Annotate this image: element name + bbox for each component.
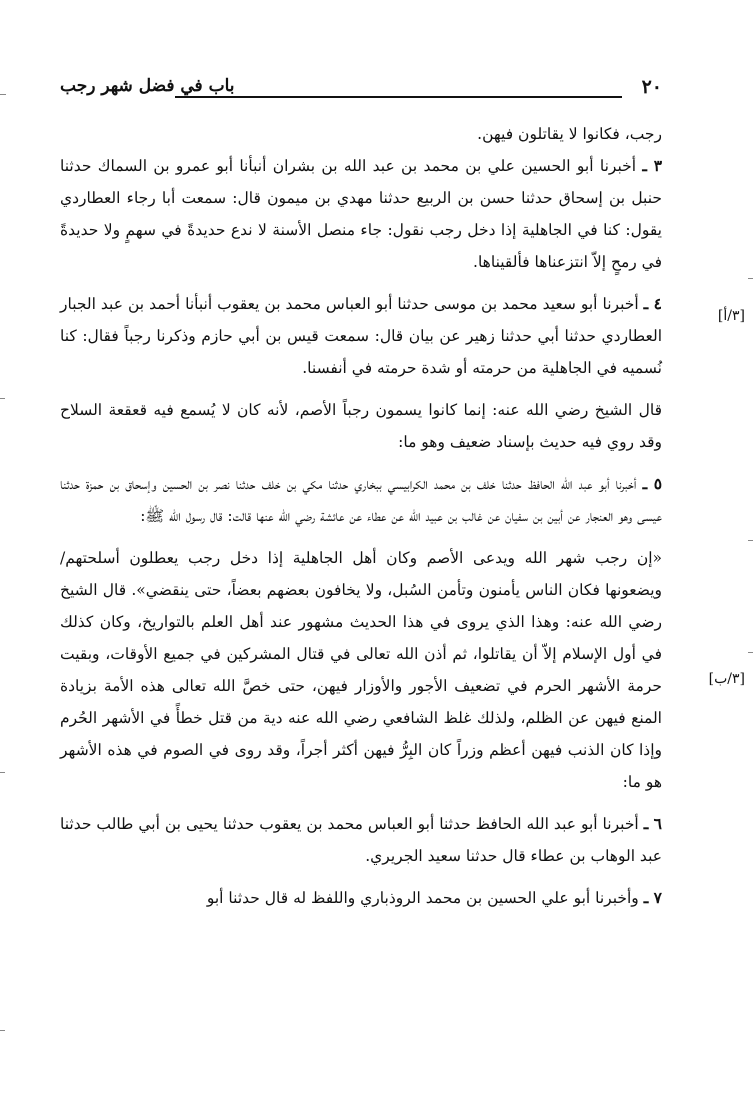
scan-edge-mark: [0, 398, 5, 399]
paragraph-text: «إن رجب شهر الله ويدعى الأصم وكان أهل الجاهلية إذا دخل رجب يعطلون أسلحتهم/ ويضعونها فكان الناس يأمنون وتأمن السُبل، ولا يخافون بعضهم بعضاً، حتى ينقضي». قال الشيخ رضي الله عنه: وهذا الذي يروى في هذا الحديث مشهور عند أهل العلم بالتواريخ، وكان كذلك في أول الإسلام إلاّ أن يقاتلوا، ثم أذن الله تعالى في قتال المشركين في جميع الأوقات، وبقيت حرمة الأشهر الحرم في تضعيف الأجور والأوزار فيهن، حتى خصَّ الله تعالى هذه الأمة بزيادة المنع فيهن عن الظلم، ولذلك غلظ الشافعي رضي الله عنه دية من قتل خطأً في الأشهر الحُرم وإذا كان الذنب فيهن أعظم وزراً كان البِرُّ فيهن أكثر أجراً، وقد روى في الصوم في هذه الأشهر هو ما:: [60, 549, 662, 791]
hadith-number: ٤ ـ: [643, 294, 662, 313]
body-text: [60, 118, 662, 914]
hadith-number: ٦ ـ: [643, 814, 662, 833]
paragraph-text: أخبرنا أبو سعيد محمد بن موسى حدثنا أبو العباس محمد بن يعقوب أنبأنا أحمد بن عبد الجبار العطاردي حدثنا أبي حدثنا زهير عن بيان قال: سمعت قيس بن أبي حازم وذكرنا رجباً فقال: كنا نُسميه في الجاهلية من حرمته أو شدة حرمته في أنفسنا.: [60, 295, 662, 377]
scan-edge-mark: [0, 772, 5, 773]
running-title: باب في فضل شهر رجب: [60, 76, 235, 96]
page-number: ٢٠: [641, 76, 662, 98]
scan-edge-mark: [0, 94, 6, 95]
margin-folio-ref: [٣/أ]: [717, 308, 745, 324]
paragraph-text: أخبرنا أبو عبد الله الحافظ حدثنا خلف بن محمد الكرابيسي ببخاري حدثنا مكي بن خلف حدثنا نصر بن الحسين وإسحاق بن حمزة حدثنا عيسى وهو العنجار عن أبين بن سفيان عن غالب بن عبيد الله عن عطاء عن عائشة رضي الله عنها قالت: قال رسول الله ﷺ:: [60, 475, 662, 525]
scan-edge-mark: [748, 652, 753, 653]
hadith-number: ٧ ـ: [643, 888, 662, 907]
hadith-paragraph: [60, 882, 662, 914]
paragraph-text: وأخبرنا أبو علي الحسين بن محمد الروذباري واللفظ له قال حدثنا أبو: [206, 889, 639, 907]
page-header: [60, 76, 662, 106]
hadith-text-paragraph: [60, 542, 662, 798]
hadith-paragraph: [60, 150, 662, 278]
hadith-number: ٣ ـ: [642, 156, 663, 175]
scan-edge-mark: [0, 1030, 5, 1031]
margin-folio-ref: [٣/ب]: [708, 671, 745, 687]
hadith-paragraph: [60, 468, 662, 532]
hadith-number: ٥ ـ: [642, 474, 663, 493]
scan-edge-mark: [748, 278, 753, 279]
hadith-paragraph: [60, 808, 662, 872]
scan-edge-mark: [748, 540, 753, 541]
paragraph-text: رجب، فكانوا لا يقاتلون فيهن.: [477, 125, 662, 143]
paragraph-text: أخبرنا أبو الحسين علي بن محمد بن عبد الله بن بشران أنبأنا أبو عمرو بن السماك حدثنا حنبل بن إسحاق حدثنا حسن بن الربيع حدثنا مهدي بن ميمون قال: سمعت أبا رجاء العطاردي يقول: كنا في الجاهلية إذا دخل رجب نقول: جاء منصل الأسنة لا ندع حديدةً في سهمٍ ولا حديدةً في رمحٍ إلاّ انتزعناها فألقيناها.: [60, 157, 662, 271]
paragraph-text: قال الشيخ رضي الله عنه: إنما كانوا يسمون رجباً الأصم، لأنه كان لا يُسمع فيه قعقعة السلاح وقد روي فيه حديث بإسناد ضعيف وهو ما:: [60, 401, 662, 451]
paragraph: [60, 118, 662, 150]
header-rule: [175, 96, 622, 98]
commentary-paragraph: [60, 394, 662, 458]
paragraph-text: أخبرنا أبو عبد الله الحافظ حدثنا أبو العباس محمد بن يعقوب حدثنا يحيى بن أبي طالب حدثنا عبد الوهاب بن عطاء قال حدثنا سعيد الجريري.: [60, 815, 662, 865]
hadith-paragraph: [60, 288, 662, 384]
